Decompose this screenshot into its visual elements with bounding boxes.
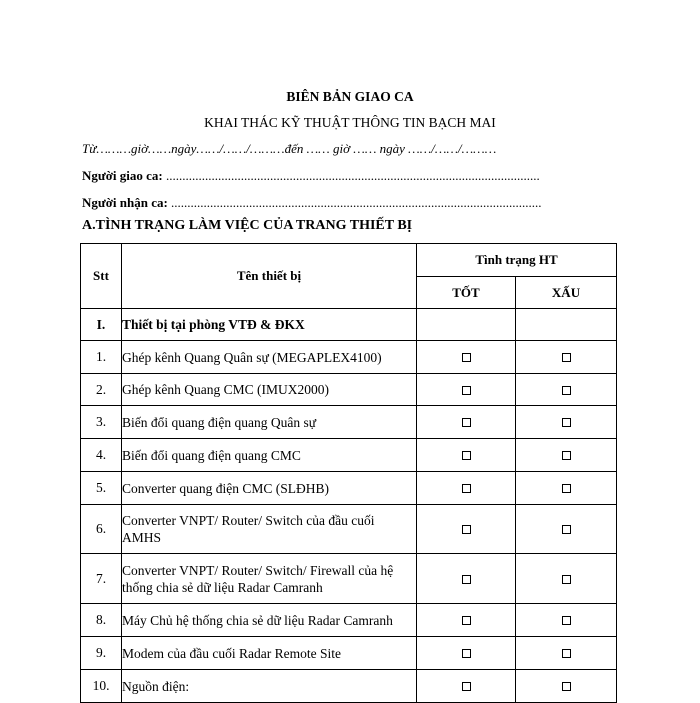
status-bad-cell[interactable] [516,604,617,637]
column-header-device-name: Tên thiết bị [122,244,417,309]
column-header-stt: Stt [81,244,122,309]
shift-giver-field [82,168,540,184]
table-row [81,341,617,374]
good-checkbox[interactable] [462,484,471,493]
device-name: Nguồn điện: [122,670,417,703]
status-bad-cell[interactable] [516,505,617,554]
status-good-cell[interactable] [417,554,516,604]
shift-giver-blank: ................................................................................................................... [162,168,540,183]
bad-checkbox[interactable] [562,616,571,625]
bad-checkbox[interactable] [562,451,571,460]
section-title: A.TÌNH TRẠNG LÀM VIỆC CỦA TRANG THIẾT BỊ [82,218,413,233]
status-bad-cell[interactable] [516,670,617,703]
good-checkbox[interactable] [462,451,471,460]
status-good-cell[interactable] [417,406,516,439]
table-row [81,670,617,703]
category-good-cell [417,309,516,341]
document-title: BIÊN BẢN GIAO CA [286,89,414,104]
good-checkbox[interactable] [462,353,471,362]
status-good-cell[interactable] [417,472,516,505]
device-name: Converter quang điện CMC (SLĐHB) [122,472,417,505]
status-bad-cell[interactable] [516,439,617,472]
category-number: I. [81,309,122,341]
column-header-bad: XẤU [516,277,617,309]
row-number: 6. [81,505,122,554]
device-name: Biến đổi quang điện quang Quân sự [122,406,417,439]
status-good-cell[interactable] [417,374,516,406]
shift-time-line: Từ………giờ……ngày……/……/………đến …… giờ …… ngày ……/……/……… [82,141,497,156]
good-checkbox[interactable] [462,418,471,427]
equipment-status-table [80,243,617,703]
row-number: 7. [81,554,122,604]
column-header-status: Tình trạng HT [417,244,617,277]
status-bad-cell[interactable] [516,341,617,374]
device-name: Converter VNPT/ Router/ Switch của đầu cuối AMHS [122,505,417,554]
device-name: Ghép kênh Quang CMC (IMUX2000) [122,374,417,406]
good-checkbox[interactable] [462,616,471,625]
status-good-cell[interactable] [417,341,516,374]
status-bad-cell[interactable] [516,406,617,439]
good-checkbox[interactable] [462,525,471,534]
bad-checkbox[interactable] [562,484,571,493]
table-row [81,505,617,554]
row-number: 8. [81,604,122,637]
status-bad-cell[interactable] [516,374,617,406]
row-number: 2. [81,374,122,406]
status-bad-cell[interactable] [516,472,617,505]
column-header-good: TỐT [417,277,516,309]
status-bad-cell[interactable] [516,637,617,670]
status-good-cell[interactable] [417,439,516,472]
good-checkbox[interactable] [462,386,471,395]
device-name: Máy Chủ hệ thống chia sẻ dữ liệu Radar Camranh [122,604,417,637]
status-good-cell[interactable] [417,637,516,670]
device-name: Converter VNPT/ Router/ Switch/ Firewall của hệ thống chia sẻ dữ liệu Radar Camranh [122,554,417,604]
row-number: 5. [81,472,122,505]
device-name: Modem của đầu cuối Radar Remote Site [122,637,417,670]
row-number: 1. [81,341,122,374]
shift-receiver-blank: .................................................................................................................. [167,195,542,210]
good-checkbox[interactable] [462,649,471,658]
bad-checkbox[interactable] [562,525,571,534]
status-good-cell[interactable] [417,505,516,554]
shift-receiver-field [82,195,542,211]
bad-checkbox[interactable] [562,418,571,427]
shift-giver-label: Người giao ca: [82,168,163,183]
good-checkbox[interactable] [462,682,471,691]
category-row [81,309,617,341]
good-checkbox[interactable] [462,575,471,584]
table-row [81,374,617,406]
table-row [81,472,617,505]
table-row [81,439,617,472]
table-row [81,604,617,637]
bad-checkbox[interactable] [562,386,571,395]
shift-receiver-label: Người nhận ca: [82,195,168,210]
bad-checkbox[interactable] [562,575,571,584]
bad-checkbox[interactable] [562,353,571,362]
device-name: Biến đổi quang điện quang CMC [122,439,417,472]
table-row [81,554,617,604]
row-number: 4. [81,439,122,472]
category-bad-cell [516,309,617,341]
device-name: Ghép kênh Quang Quân sự (MEGAPLEX4100) [122,341,417,374]
bad-checkbox[interactable] [562,649,571,658]
row-number: 10. [81,670,122,703]
bad-checkbox[interactable] [562,682,571,691]
status-good-cell[interactable] [417,604,516,637]
status-good-cell[interactable] [417,670,516,703]
table-row [81,406,617,439]
status-bad-cell[interactable] [516,554,617,604]
row-number: 3. [81,406,122,439]
row-number: 9. [81,637,122,670]
table-row [81,637,617,670]
document-subtitle: KHAI THÁC KỸ THUẬT THÔNG TIN BẠCH MAI [204,115,496,130]
category-name: Thiết bị tại phòng VTĐ & ĐKX [122,309,417,341]
